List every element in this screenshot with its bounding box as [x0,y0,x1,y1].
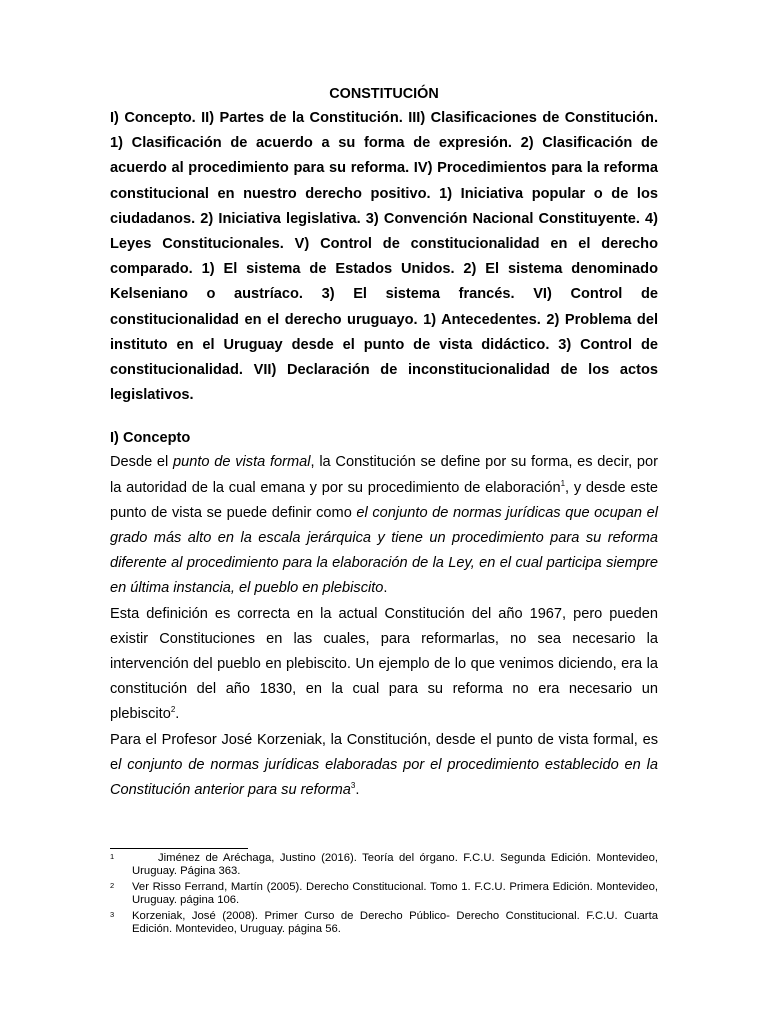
section-heading-concepto: I) Concepto [110,430,191,447]
paragraph-text: . [355,782,360,799]
footnote-text: Jiménez de Aréchaga, Justino (2016). Teoría del órgano. F.C.U. Segunda Edición. Montevideo, Uruguay. Página 363. [132,852,658,878]
paragraph-text: Para el Profesor José Korzeniak, la Constitución, desde el punto de vista formal, es e [110,731,658,773]
footnote-number: 2 [110,880,115,890]
paragraph-text: Desde el [110,454,174,471]
paragraph-text: . [175,706,180,723]
footnote-text: Ver Risso Ferrand, Martín (2005). Derecho Constitucional. Tomo 1. F.C.U. Primera Edición. Montevideo, Uruguay. página 106. [132,880,658,907]
footnote-text: Korzeniak, José (2008). Primer Curso de Derecho Público- Derecho Constitucional. F.C.U. Cuarta Edición. Montevideo, Uruguay. página 56. [132,909,658,936]
footnotes [110,852,658,938]
paragraph-text: , y desde este punto de vista se puede definir como [110,479,658,521]
paragraph-constitution-1967 [110,602,658,728]
paragraph-text: . [383,580,388,597]
footnote-1 [110,852,658,879]
paragraph-korzeniak-definition [110,728,658,804]
table-of-contents-summary: I) Concepto. II) Partes de la Constitución. III) Clasificaciones de Constitución. 1) Clasificación de acuerdo a su forma de expresión. 2) Clasificación de acuerdo al procedimiento para su reforma. IV) Procedimientos para la reforma constitucional en nuestro derecho positivo. 1) Iniciativa popular o de los ciudadanos. 2) Iniciativa legislativa. 3) Convención Nacional Constituyente. 4) Leyes Constitucionales. V) Control de constitucionalidad en el derecho comparado. 1) El sistema de Estados Unidos. 2) El sistema denominado Kelseniano o austríaco. 3) El sistema francés. VI) Control de constitucionalidad en el derecho uruguayo. 1) Antecedentes. 2) Problema del instituto en el Uruguay desde el punto de vista didáctico. 3) Control de constitucionalidad. VII) Declaración de inconstitucionalidad de los actos legislativos. [110,110,658,404]
footnote-3 [110,910,658,937]
footnote-number: 3 [110,909,115,919]
italic-definition: l conjunto de normas jurídicas elaboradas por el procedimiento establecido en la Constitución anterior para su reforma [110,756,658,799]
footnote-2 [110,881,658,908]
italic-term: punto de vista formal [173,454,311,471]
footnote-separator [110,848,248,849]
footnote-number: 1 [110,852,115,861]
paragraph-text: , la Constitución se define por su forma, es decir, por la autoridad de la cual emana y por su procedimiento de elaboración [110,454,658,496]
paragraph-formal-definition [110,450,658,601]
footnote-reference-3[interactable]: 3 [350,781,356,791]
footnote-reference-2[interactable]: 2 [170,705,176,715]
paragraph-text: Esta definición es correcta en la actual Constitución del año 1967, pero pueden existir Constituciones en las cuales, para reformarlas, no sea necesario la intervención del pueblo en plebiscito. Un ejemplo de lo que venimos diciendo, era la constitución del año 1830, en la cual para su reforma no era necesario un plebiscito [110,605,658,723]
document-page [110,84,658,803]
footnote-reference-1[interactable]: 1 [560,478,566,488]
document-title: CONSTITUCIÓN [329,86,439,102]
italic-definition: el conjunto de normas jurídicas que ocupan el grado más alto en la escala jerárquica y tiene un procedimiento para su reforma diferente al procedimiento para la elaboración de la Ley, en el cual participa siempre en última instancia, el pueblo en plebiscito [110,504,658,597]
